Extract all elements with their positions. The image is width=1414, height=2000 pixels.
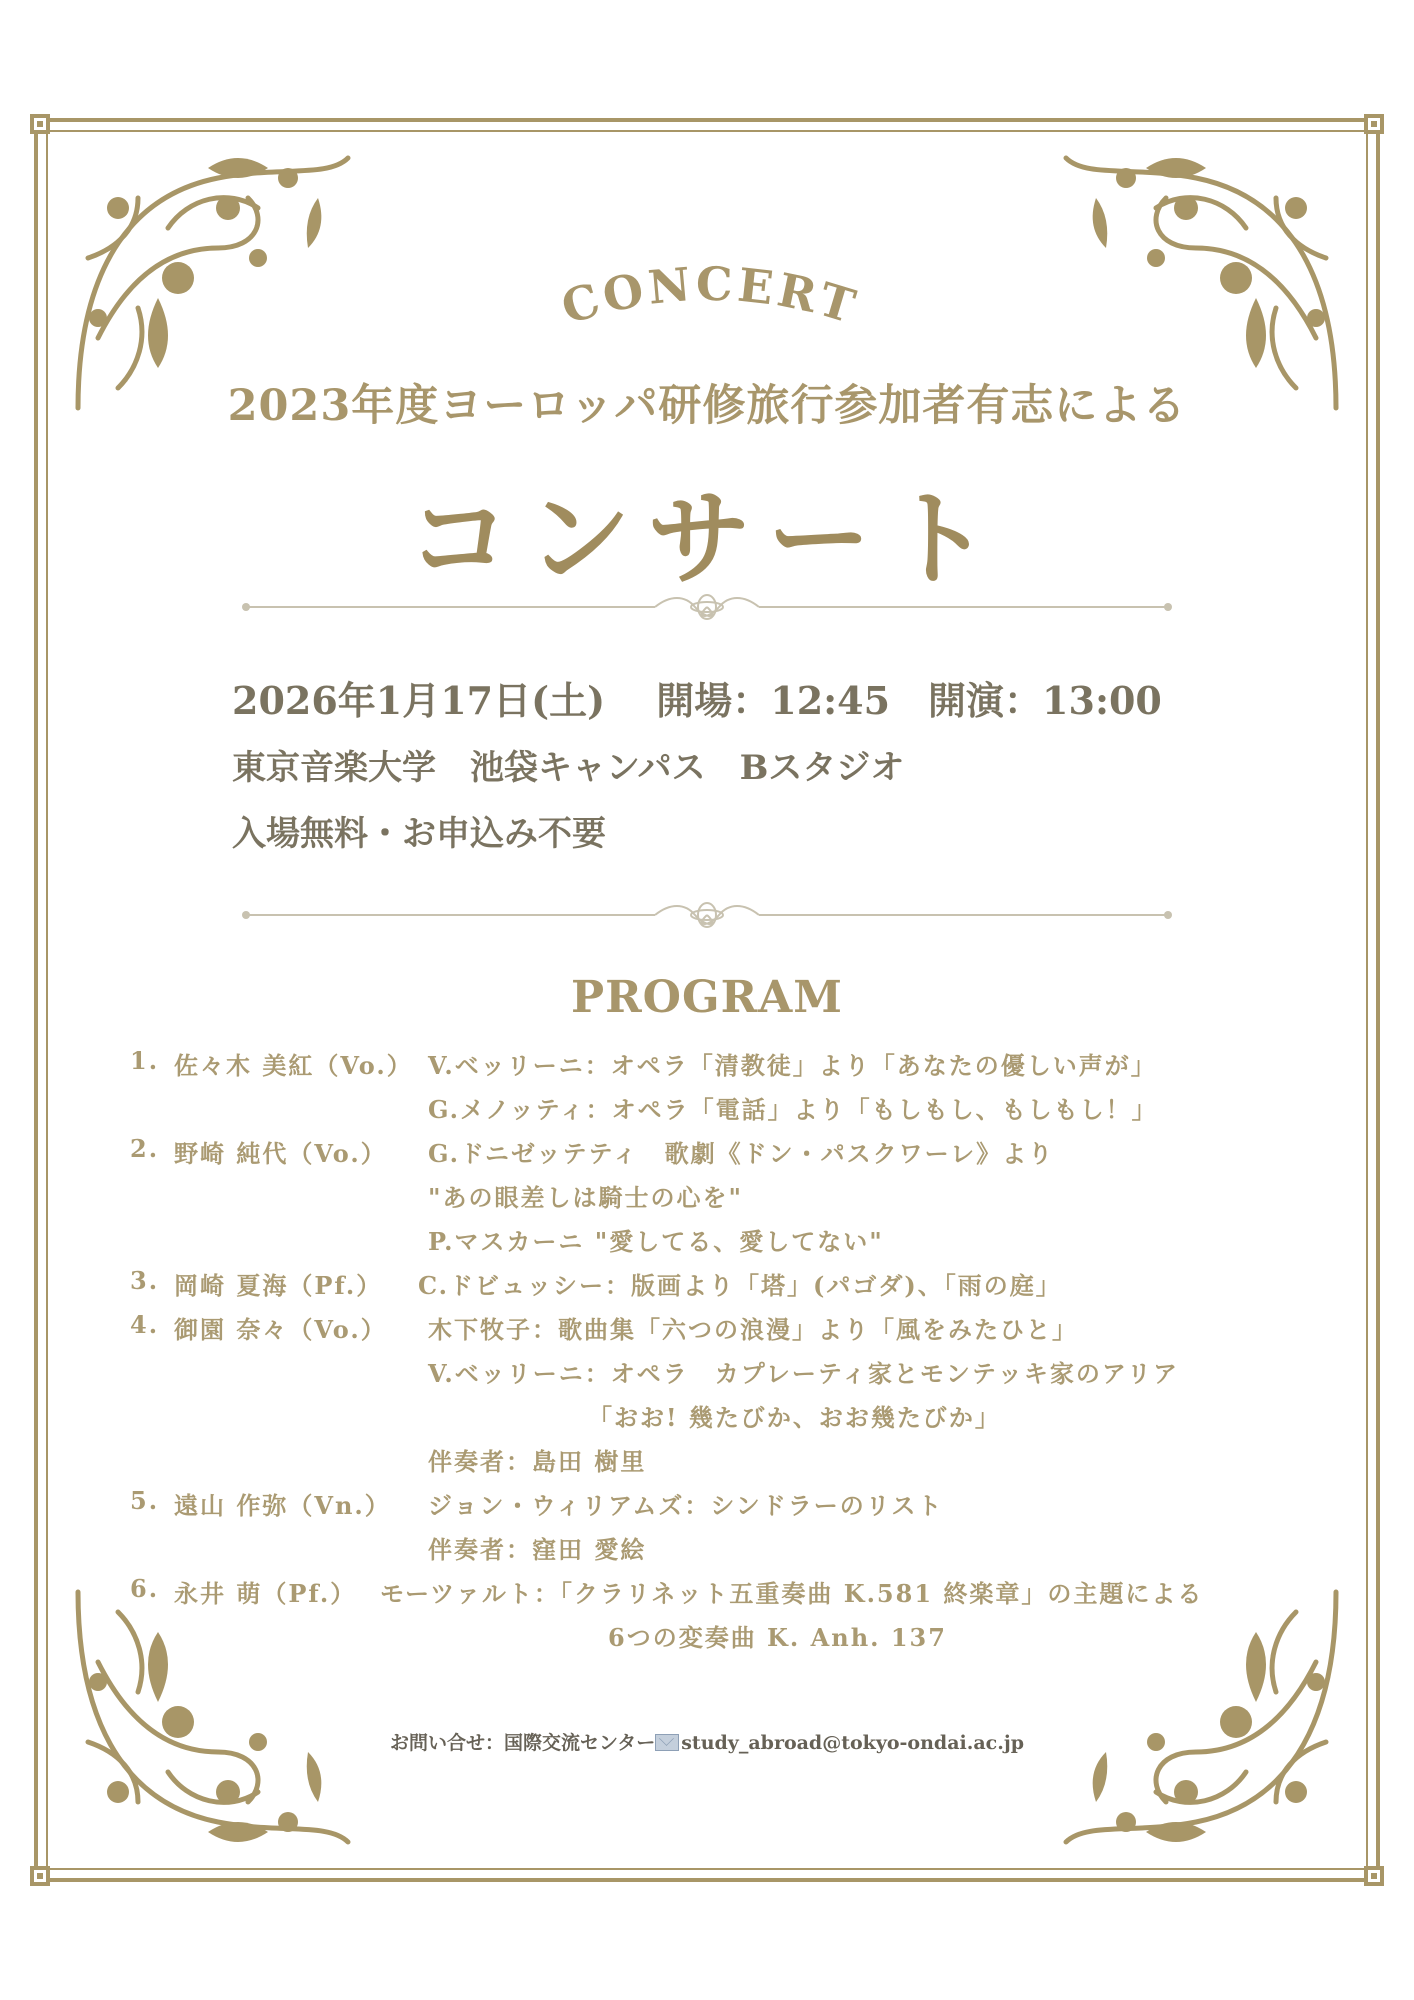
- program-piece: 伴奏者：窪田 愛絵: [428, 1535, 647, 1564]
- program-number: 5.: [130, 1486, 160, 1515]
- program-piece: 伴奏者：島田 樹里: [428, 1447, 647, 1476]
- program-piece: 「おお! 幾たびか、おお幾たびか」: [588, 1403, 1001, 1432]
- event-venue: 東京音楽大学 池袋キャンパス Bスタジオ: [232, 748, 905, 788]
- corner-square-tr: [1364, 114, 1384, 134]
- program-performer: 岡崎 夏海（Pf.）: [174, 1271, 383, 1300]
- program-number: 2.: [130, 1134, 160, 1163]
- corner-square-tl: [30, 114, 50, 134]
- program-performer: 御園 奈々（Vo.）: [174, 1315, 387, 1344]
- program-number: 4.: [130, 1310, 160, 1339]
- program-piece: C.ドビュッシー：版画より「塔」(パゴダ)、「雨の庭」: [418, 1271, 1062, 1300]
- program-piece: G.ドニゼッテティ 歌劇《ドン・パスクワーレ》より: [428, 1139, 1055, 1168]
- program-piece: 木下牧子：歌曲集「六つの浪漫」より「風をみたひと」: [428, 1315, 1078, 1344]
- program-performer: 佐々木 美紅（Vo.）: [174, 1051, 413, 1080]
- mail-icon: [655, 1734, 679, 1751]
- concert-arc-heading: [520, 255, 900, 345]
- concert-subtitle: 2023年度ヨーロッパ研修旅行参加者有志による: [227, 381, 1187, 431]
- program-performer: 遠山 作弥（Vn.）: [174, 1491, 391, 1520]
- concert-en-text: CONCERT: [555, 256, 865, 335]
- program-piece: V.ベッリーニ：オペラ カプレーティ家とモンテッキ家のアリア: [428, 1359, 1179, 1388]
- program-number: 6.: [130, 1574, 160, 1603]
- ornamental-divider-top: [240, 592, 1174, 622]
- program-piece: P.マスカーニ "愛してる、愛してない": [428, 1227, 884, 1256]
- corner-square-bl: [30, 1866, 50, 1886]
- program-heading: PROGRAM: [571, 972, 843, 1023]
- contact-label: お問い合せ：国際交流センター: [389, 1732, 656, 1754]
- event-admission: 入場無料・お申込み不要: [232, 814, 606, 854]
- ornamental-divider-bottom: [240, 900, 1174, 930]
- program-piece: モーツァルト：「クラリネット五重奏曲 K.581 終楽章」の主題による: [380, 1579, 1204, 1608]
- program-piece: V.ベッリーニ：オペラ「清教徒」より「あなたの優しい声が」: [428, 1051, 1157, 1080]
- program-piece: G.メノッティ：オペラ「電話」より「もしもし、もしもし！」: [428, 1095, 1158, 1124]
- program-number: 1.: [130, 1046, 160, 1075]
- program-performer: 永井 萌（Pf.）: [174, 1579, 357, 1608]
- contact-email[interactable]: study_abroad@tokyo-ondai.ac.jp: [681, 1732, 1025, 1754]
- program-piece: "あの眼差しは騎士の心を": [428, 1183, 744, 1212]
- program-piece: 6つの変奏曲 K. Anh. 137: [608, 1623, 947, 1652]
- program-number: 3.: [130, 1266, 160, 1295]
- page-title: コンサート: [406, 477, 1007, 600]
- contact-line: [0, 1728, 1414, 1755]
- program-performer: 野崎 純代（Vo.）: [174, 1139, 387, 1168]
- svg-text:CONCERT: [555, 257, 864, 335]
- corner-square-br: [1364, 1866, 1384, 1886]
- program-piece: ジョン・ウィリアムズ：シンドラーのリスト: [428, 1491, 944, 1520]
- event-datetime: 2026年1月17日(土) 開場：12:45 開演：13:00: [232, 678, 1162, 723]
